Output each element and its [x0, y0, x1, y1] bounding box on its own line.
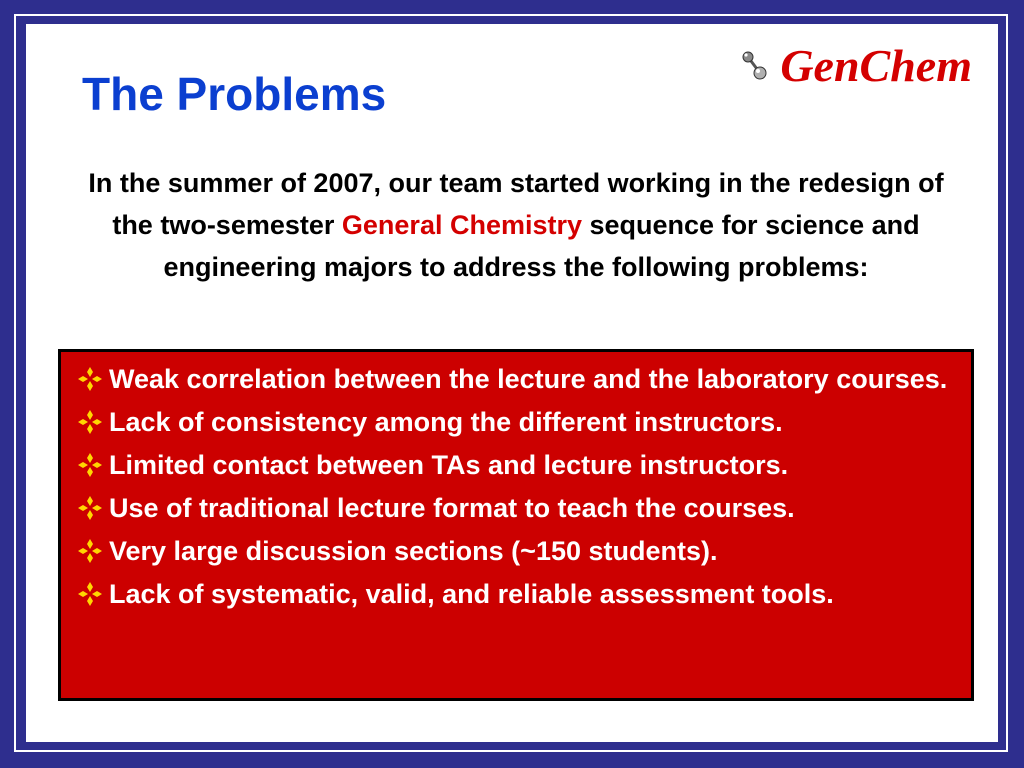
- problem-item: [75, 577, 961, 611]
- intro-text-2: sequence for science and engineering majors to address the following problems:: [163, 210, 920, 282]
- problem-text: Use of traditional lecture format to teach the courses.: [109, 493, 795, 523]
- problem-text: Very large discussion sections (~150 students).: [109, 536, 718, 566]
- diamond-bullet-icon: [77, 495, 103, 521]
- intro-text-1: In the summer of 2007, our team started working in the redesign of the two-semester: [88, 168, 944, 240]
- brand-name: GenChem: [780, 40, 972, 91]
- diamond-bullet-icon: [77, 452, 103, 478]
- problem-item: [75, 405, 961, 439]
- problem-text: Weak correlation between the lecture and the laboratory courses.: [109, 364, 948, 394]
- problem-item: [75, 534, 961, 568]
- problems-list: [75, 362, 961, 611]
- slide-title: The Problems: [82, 68, 387, 120]
- diamond-bullet-icon: [77, 538, 103, 564]
- diamond-bullet-icon: [77, 409, 103, 435]
- problem-item: [75, 448, 961, 482]
- brand-logo: [740, 38, 972, 94]
- problem-text: Limited contact between TAs and lecture instructors.: [109, 450, 789, 480]
- intro-highlight: General Chemistry: [341, 210, 583, 240]
- diamond-bullet-icon: [77, 581, 103, 607]
- slide: [26, 24, 998, 742]
- intro-paragraph: [86, 162, 946, 288]
- molecule-icon: [740, 51, 770, 81]
- problems-box: [58, 349, 974, 701]
- problem-text: Lack of systematic, valid, and reliable assessment tools.: [109, 579, 834, 609]
- problem-text: Lack of consistency among the different instructors.: [109, 407, 783, 437]
- problem-item: [75, 491, 961, 525]
- problem-item: [75, 362, 961, 396]
- diamond-bullet-icon: [77, 366, 103, 392]
